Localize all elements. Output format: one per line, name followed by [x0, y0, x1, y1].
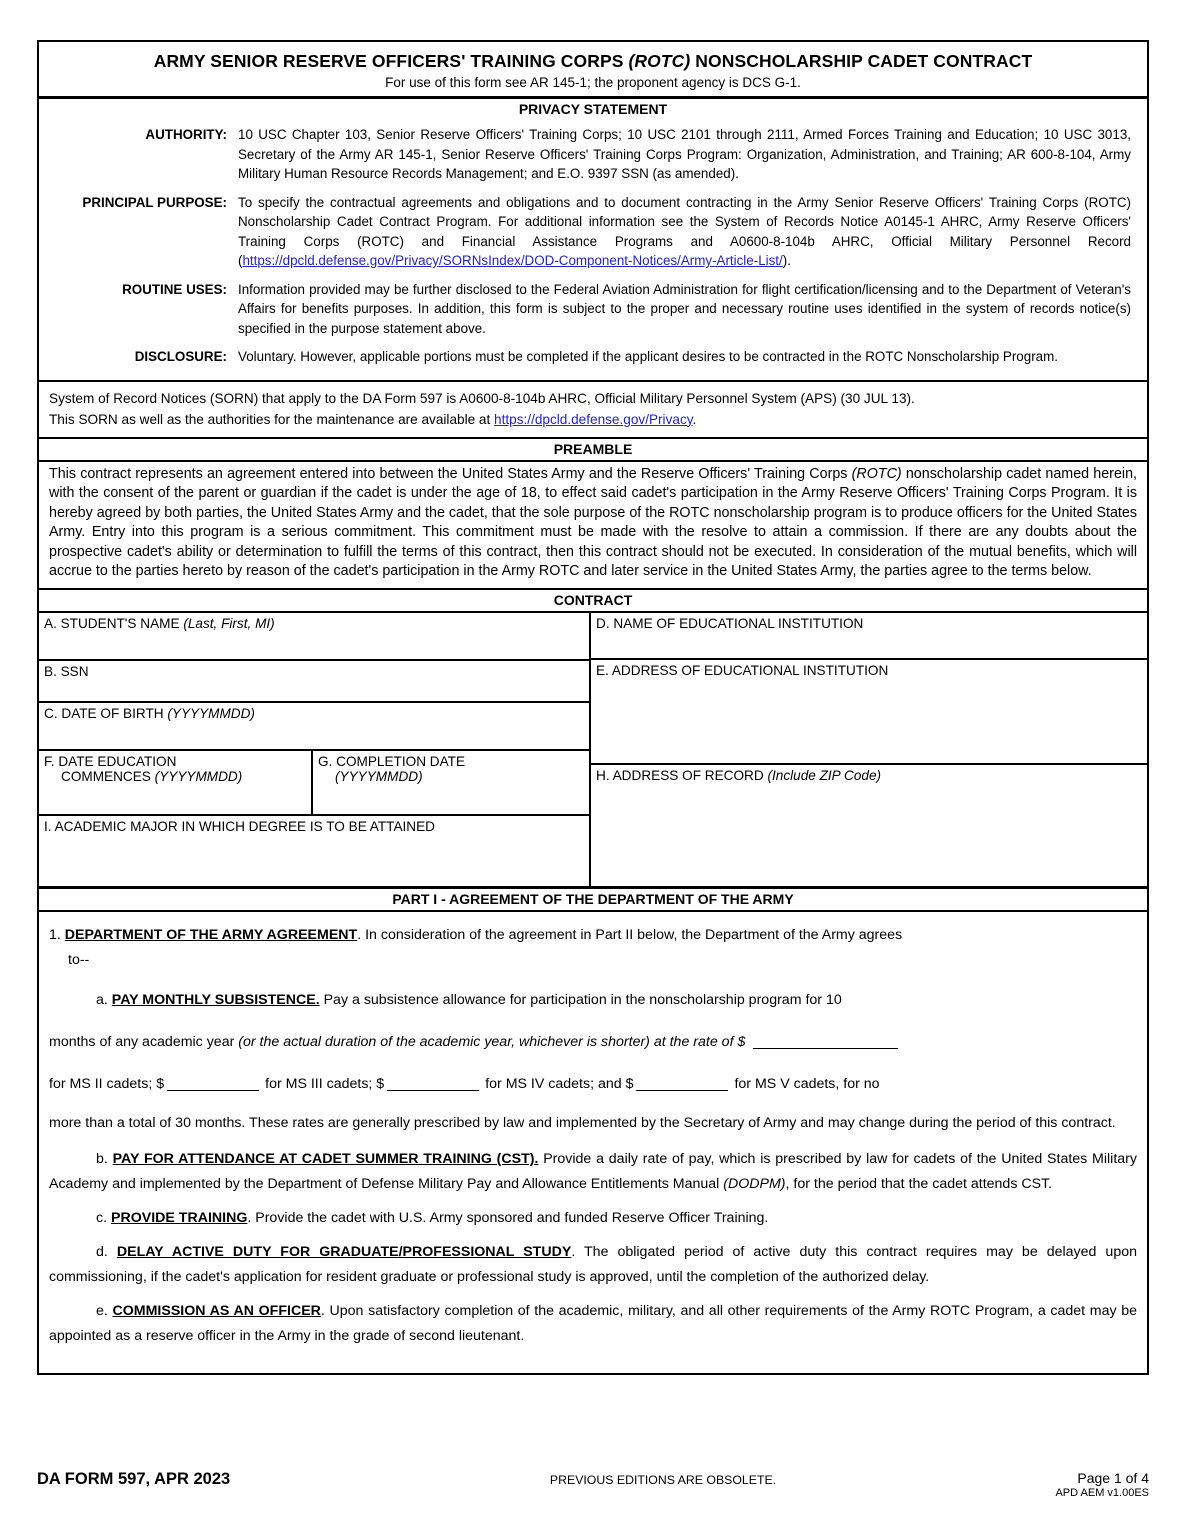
principal-purpose-text-before: To specify the contractual agreements and obligations and to document contracting in the Army Senior Reserve Officers' Training Corps (ROTC) Nonscholarship Cadet Contract Program. For additional information see the System of Records Notice A0145-1 AHRC, Army Reserve Officers' Training Corps (ROTC) and Financial Assistance Programs and A0600-8-104b AHRC, Official Military Personnel Record ( [238, 194, 1131, 268]
paragraph-a-text: Pay a subsistence allowance for participation in the nonscholarship program for 10 [319, 992, 842, 1009]
field-i-label: I. ACADEMIC MAJOR IN WHICH DEGREE IS TO BE ATTAINED [44, 819, 435, 835]
sorn-line-2-text: This SORN as well as the authorities for the maintenance are available at [49, 411, 495, 427]
paragraph-a-line-1 [49, 988, 1137, 1013]
principal-purpose-text [238, 193, 1131, 271]
authority-text: 10 USC Chapter 103, Senior Reserve Officers' Training Corps; 10 USC 2101 through 2111, Armed Forces Training and Education; 10 USC 3013, Secretary of the Army AR 145-1, Senior Reserve Officers' Training Corps Program: Organization, Administration, and Training; AR 600-8-104, Army Military Human Resource Records Management; and E.O. 9397 SSN (as amended). [238, 127, 1131, 181]
contract-fg-row [39, 751, 589, 816]
preamble-text [39, 462, 1147, 591]
paragraph-1-number: 1. [49, 927, 65, 944]
sorn-line-2-period: . [692, 411, 697, 427]
paragraph-a-line-3 [49, 1072, 1137, 1097]
paragraph-a-line-2-text: months of any academic year [49, 1034, 239, 1051]
paragraph-e-heading: COMMISSION AS AN OFFICER [112, 1303, 321, 1320]
part1-body [39, 912, 1147, 1373]
ms2-rate-text: for MS II cadets; $ [49, 1076, 165, 1093]
paragraph-e-text: . Upon satisfactory completion of the academic, military, and all other requirements of the Army ROTC Program, a cadet may be appointed as a reserve officer in the Army in the grade of second lieutenant. [49, 1303, 1138, 1345]
principal-purpose-label: PRINCIPAL PURPOSE: [82, 194, 227, 210]
paragraph-d-heading: DELAY ACTIVE DUTY FOR GRADUATE/PROFESSIONAL STUDY [116, 1244, 572, 1261]
field-g-hint: (YYYYMMDD) [335, 769, 423, 785]
field-educational-institution-name[interactable] [591, 613, 1147, 660]
paragraph-1-text: . In consideration of the agreement in Part II below, the Department of the Army agrees [357, 927, 903, 944]
routine-uses-label: ROUTINE USES: [122, 281, 227, 297]
paragraph-a-line-4: more than a total of 30 months. These rates are generally prescribed by law and implemented by the Secretary of Army and may change during the period of this contract. [49, 1115, 1116, 1132]
apd-version: APD AEM v1.00ES [1055, 1487, 1149, 1499]
paragraph-b-heading: PAY FOR ATTENDANCE AT CADET SUMMER TRAINING (CST). [112, 1151, 539, 1168]
paragraph-c [49, 1206, 1137, 1231]
disclosure-label: DISCLOSURE: [134, 349, 227, 364]
ms4-rate-blank-field[interactable] [636, 1075, 728, 1091]
field-h-hint: (Include ZIP Code) [767, 768, 882, 784]
privacy-routine-uses-row [39, 280, 1147, 339]
field-a-hint: (Last, First, MI) [183, 616, 275, 632]
sorn-line-1: System of Record Notices (SORN) that apply to the DA Form 597 is A0600-8-104b AHRC, Official Military Personnel System (APS) (30 JUL 13). [49, 390, 915, 406]
field-f-line1: F. DATE EDUCATION [44, 754, 177, 770]
field-b-label: B. SSN [44, 664, 89, 680]
field-a-label: A. STUDENT'S NAME [44, 616, 184, 632]
privacy-statement-header: PRIVACY STATEMENT [518, 101, 668, 117]
ms4-rate-text: for MS IV cadets; and $ [485, 1076, 634, 1093]
field-c-hint: (YYYYMMDD) [167, 706, 255, 722]
paragraph-a-line-2 [49, 1030, 1137, 1055]
paragraph-d-letter: d. [96, 1244, 117, 1261]
field-f-line2 [44, 769, 303, 784]
paragraph-a-letter: a. [96, 992, 112, 1009]
form-title [47, 51, 1139, 72]
disclosure-text: Voluntary. However, applicable portions must be completed if the applicant desires to be contracted in the ROTC Nonscholarship Program. [238, 349, 1058, 364]
sorns-index-link[interactable]: https://dpcld.defense.gov/Privacy/SORNsIndex/DOD-Component-Notices/Army-Article-List/ [242, 253, 783, 268]
field-address-of-record[interactable] [591, 765, 1147, 886]
preamble-text-after: nonscholarship cadet named herein, with the consent of the parent or guardian if the cadet is under the age of 18, to effect said cadet's participation in the Army Reserve Officers' Training Corps Program. It is hereby agreed by both parties, the United States Army and the cadet, that the sole purpose of the ROTC nonscholarship program is to produce officers for the United States Army. Entry into this program is a serious commitment. This commitment must be made with the resolve to attain a commission. If there are any doubts about the prospective cadet's ability or determination to fulfill the terms of this contract, then this contract should not be executed. In consideration of the mutual benefits, which will accrue to the parties hereto by reason of the cadet's participation in the Army ROTC and later service in the United States Army, the parties agree to the terms below. [49, 465, 1137, 580]
preamble-header: PREAMBLE [39, 437, 1147, 462]
paragraph-e [49, 1299, 1137, 1349]
authority-label: AUTHORITY: [145, 127, 227, 142]
form-number: DA FORM 597, APR 2023 [37, 1470, 231, 1488]
field-completion-date[interactable] [313, 751, 589, 814]
sorn-line-2 [49, 409, 1131, 430]
field-d-label: D. NAME OF EDUCATIONAL INSTITUTION [596, 616, 864, 632]
previous-editions-note: PREVIOUS EDITIONS ARE OBSOLETE. [549, 1473, 777, 1487]
ms5-rate-text: for MS V cadets, for no [734, 1076, 880, 1093]
form-title-block [39, 42, 1147, 99]
preamble-rotc: (ROTC) [851, 465, 902, 482]
field-h-label: H. ADDRESS OF RECORD [596, 768, 768, 784]
paragraph-d [49, 1240, 1137, 1290]
privacy-link[interactable]: https://dpcld.defense.gov/Privacy [494, 411, 693, 427]
preamble-text-before: This contract represents an agreement entered into between the United States Army and the Reserve Officers' Training Corps [49, 465, 852, 482]
paragraph-b-text-before: Provide a daily rate of pay, which is prescribed by law for cadets of the United States Military Academy and implemented by the Department of Defense Military Pay and Allowance Entitlements Manual [49, 1151, 1137, 1193]
field-c-label: C. DATE OF BIRTH [44, 706, 168, 722]
privacy-principal-purpose-row [39, 193, 1147, 271]
ms2-rate-blank-field[interactable] [167, 1075, 259, 1091]
paragraph-a-line-2-italic: (or the actual duration of the academic year, whichever is shorter) at the rate of $ [238, 1034, 746, 1051]
routine-uses-text: Information provided may be further disclosed to the Federal Aviation Administration for flight certification/licensing and to the Department of Veteran's Affairs for benefits purposes. In addition, this form is subject to the proper and necessary routine uses identified in the system of records notice(s) specified in the purpose statement above. [238, 281, 1131, 336]
paragraph-b-letter: b. [96, 1151, 113, 1168]
paragraph-a-heading: PAY MONTHLY SUBSISTENCE. [111, 992, 320, 1009]
paragraph-c-letter: c. [96, 1210, 111, 1227]
da-form-597 [37, 40, 1149, 1375]
field-f-line2-text: COMMENCES [61, 769, 155, 785]
page-footer [37, 1470, 1149, 1499]
field-students-name[interactable] [39, 613, 589, 661]
field-academic-major[interactable] [39, 816, 589, 886]
field-e-label: E. ADDRESS OF EDUCATIONAL INSTITUTION [596, 663, 889, 679]
privacy-authority-row [39, 125, 1147, 184]
page-indicator: Page 1 of 4 [1077, 1470, 1149, 1486]
ms3-rate-blank-field[interactable] [387, 1075, 479, 1091]
contract-table [39, 613, 1147, 886]
field-date-education-commences[interactable] [39, 751, 313, 814]
privacy-statement-section [39, 99, 1147, 380]
form-title-rotc: (ROTC) [628, 51, 691, 71]
form-subtitle: For use of this form see AR 145-1; the proponent agency is DCS G-1. [385, 75, 801, 90]
part1-header: PART I - AGREEMENT OF THE DEPARTMENT OF THE ARMY [39, 886, 1147, 912]
paragraph-1-line-2: to-- [68, 952, 90, 969]
paragraph-c-heading: PROVIDE TRAINING [110, 1210, 248, 1227]
paragraph-1-heading: DEPARTMENT OF THE ARMY AGREEMENT [64, 927, 358, 944]
form-title-suffix: NONSCHOLARSHIP CADET CONTRACT [690, 51, 1033, 71]
rate-blank-field[interactable] [753, 1033, 898, 1049]
paragraph-d-text: . The obligated period of active duty this contract requires may be delayed upon commissioning, if the cadet's application for resident graduate or professional study is approved, until the completion of the authorized delay. [49, 1244, 1137, 1286]
privacy-disclosure-row [39, 347, 1147, 367]
field-educational-institution-address[interactable] [591, 660, 1147, 765]
contract-table-left-column [39, 613, 591, 886]
paragraph-b-text-after: , for the period that the cadet attends CST. [785, 1176, 1053, 1193]
ms3-rate-text: for MS III cadets; $ [265, 1076, 385, 1093]
paragraph-b [49, 1147, 1137, 1197]
principal-purpose-text-after: ). [782, 253, 791, 268]
paragraph-b-dodpm: (DODPM) [723, 1176, 786, 1193]
paragraph-e-letter: e. [96, 1303, 113, 1320]
paragraph-c-text: . Provide the cadet with U.S. Army sponsored and funded Reserve Officer Training. [247, 1210, 769, 1227]
field-g-line1: G. COMPLETION DATE [318, 754, 466, 770]
field-ssn[interactable] [39, 661, 589, 703]
paragraph-1-line-1 [49, 923, 1137, 948]
field-date-of-birth[interactable] [39, 703, 589, 751]
contract-table-right-column [591, 613, 1147, 886]
contract-header: CONTRACT [39, 590, 1147, 613]
sorn-section [39, 380, 1147, 437]
footer-right-block [949, 1470, 1149, 1499]
form-title-text: ARMY SENIOR RESERVE OFFICERS' TRAINING CORPS [153, 51, 629, 71]
field-f-hint: (YYYYMMDD) [154, 769, 243, 785]
